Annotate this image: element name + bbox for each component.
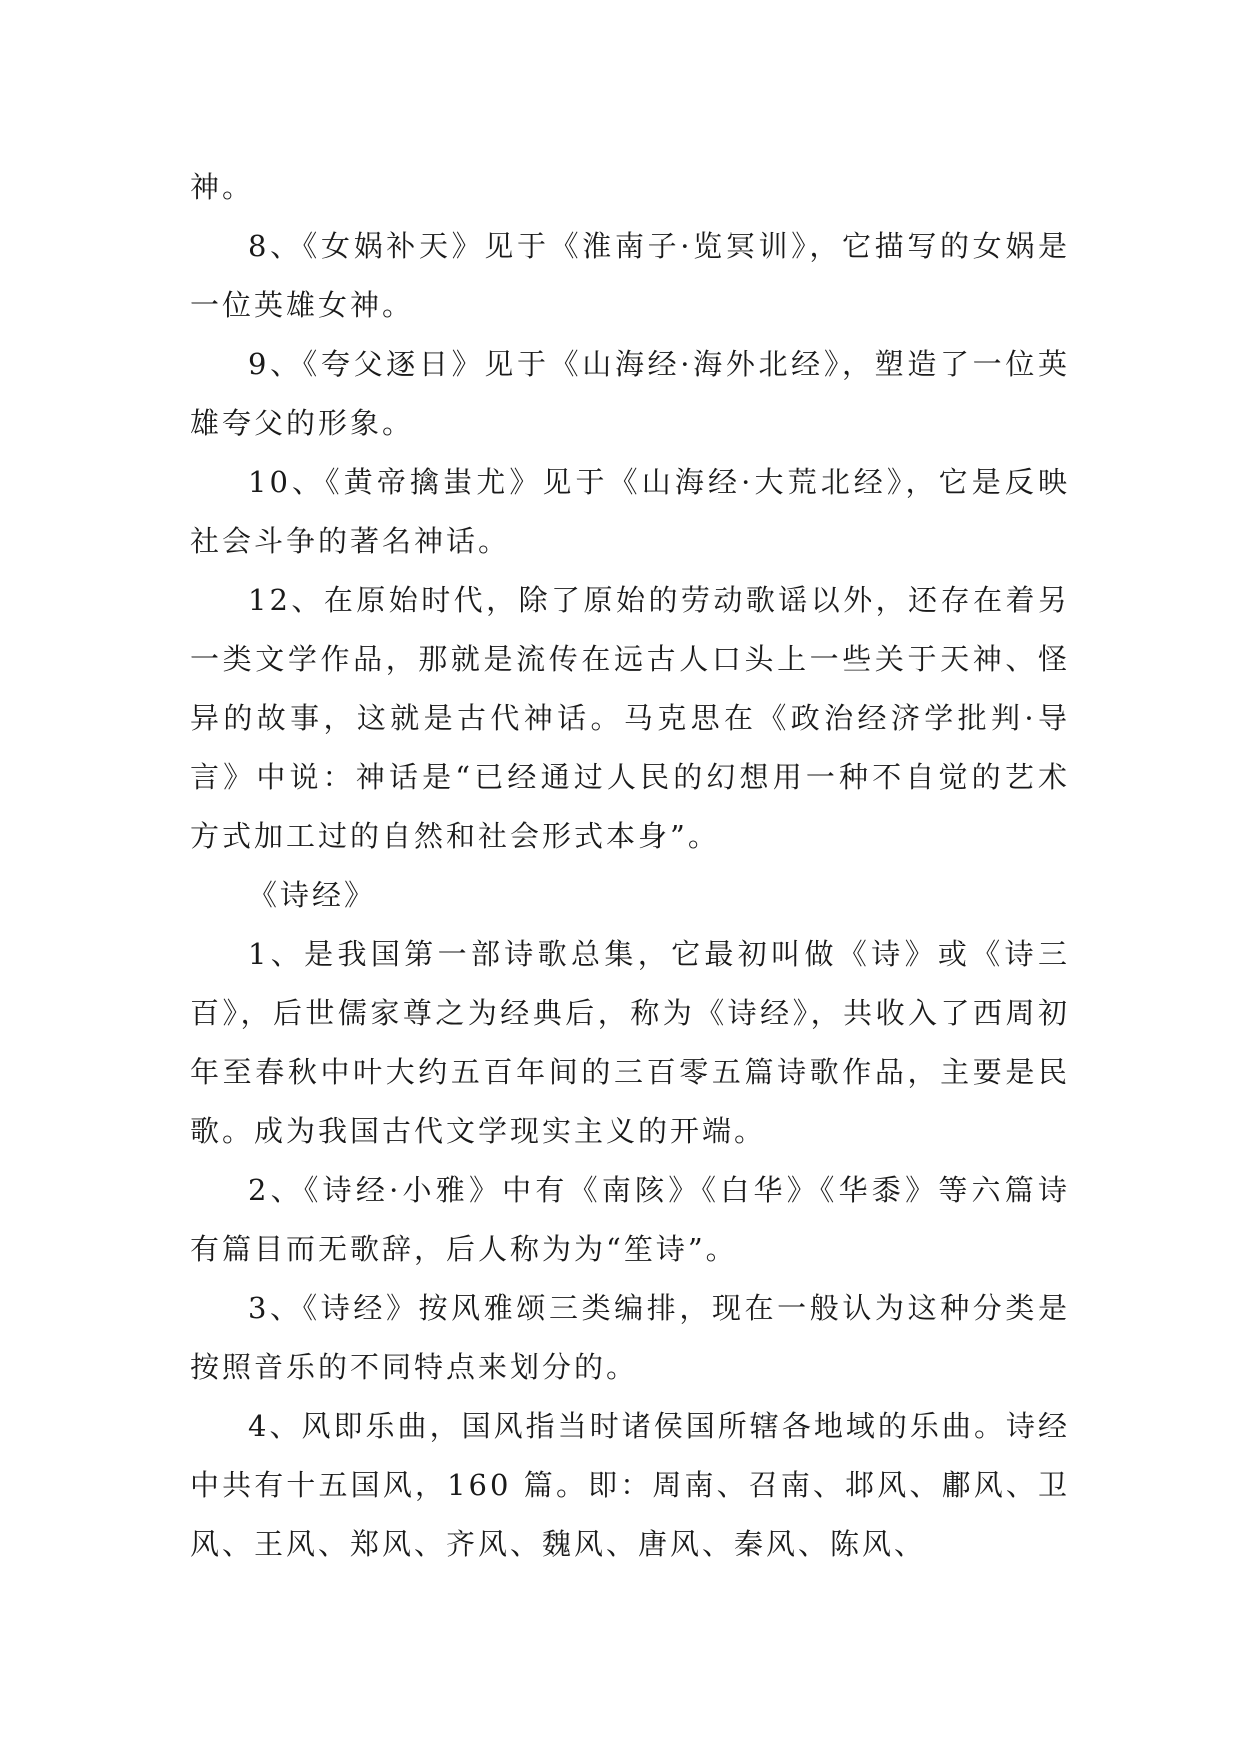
paragraph-shijing-1: 1、是我国第一部诗歌总集，它最初叫做《诗》或《诗三百》，后世儒家尊之为经典后，称为《诗经》，共收入了西周初年至春秋中叶大约五百年间的三百零五篇诗歌作品，主要是民歌。成为我国古代文学现实主义的开端。 bbox=[190, 937, 1070, 1148]
paragraph-item-9: 9、《夸父逐日》见于《山海经·海外北经》，塑造了一位英雄夸父的形象。 bbox=[190, 347, 1070, 440]
paragraph-shijing-3: 3、《诗经》按风雅颂三类编排，现在一般认为这种分类是按照音乐的不同特点来划分的。 bbox=[190, 1291, 1070, 1384]
paragraph-shijing-4: 4、风即乐曲，国风指当时诸侯国所辖各地域的乐曲。诗经中共有十五国风，160 篇。即：周南、召南、邶风、鄘风、卫风、王风、郑风、齐风、魏风、唐风、秦风、陈风、 bbox=[190, 1409, 1070, 1561]
section-heading: 《诗经》 bbox=[248, 878, 377, 912]
document-body bbox=[190, 158, 1070, 1574]
paragraph-item-12: 12、在原始时代，除了原始的劳动歌谣以外，还存在着另一类文学作品，那就是流传在远古人口头上一些关于天神、怪异的故事，这就是古代神话。马克思在《政治经济学批判·导言》中说：神话是“已经通过人民的幻想用一种不自觉的艺术方式加工过的自然和社会形式本身”。 bbox=[190, 583, 1070, 853]
paragraph-item-8: 8、《女娲补天》见于《淮南子·览冥训》，它描写的女娲是一位英雄女神。 bbox=[190, 229, 1070, 322]
paragraph-item-10: 10、《黄帝擒蚩尤》见于《山海经·大荒北经》，它是反映社会斗争的著名神话。 bbox=[190, 465, 1070, 558]
paragraph-shijing-2: 2、《诗经·小雅》中有《南陔》《白华》《华黍》等六篇诗有篇目而无歌辞，后人称为为“笙诗”。 bbox=[190, 1173, 1070, 1266]
paragraph-continuation: 神。 bbox=[190, 170, 255, 204]
